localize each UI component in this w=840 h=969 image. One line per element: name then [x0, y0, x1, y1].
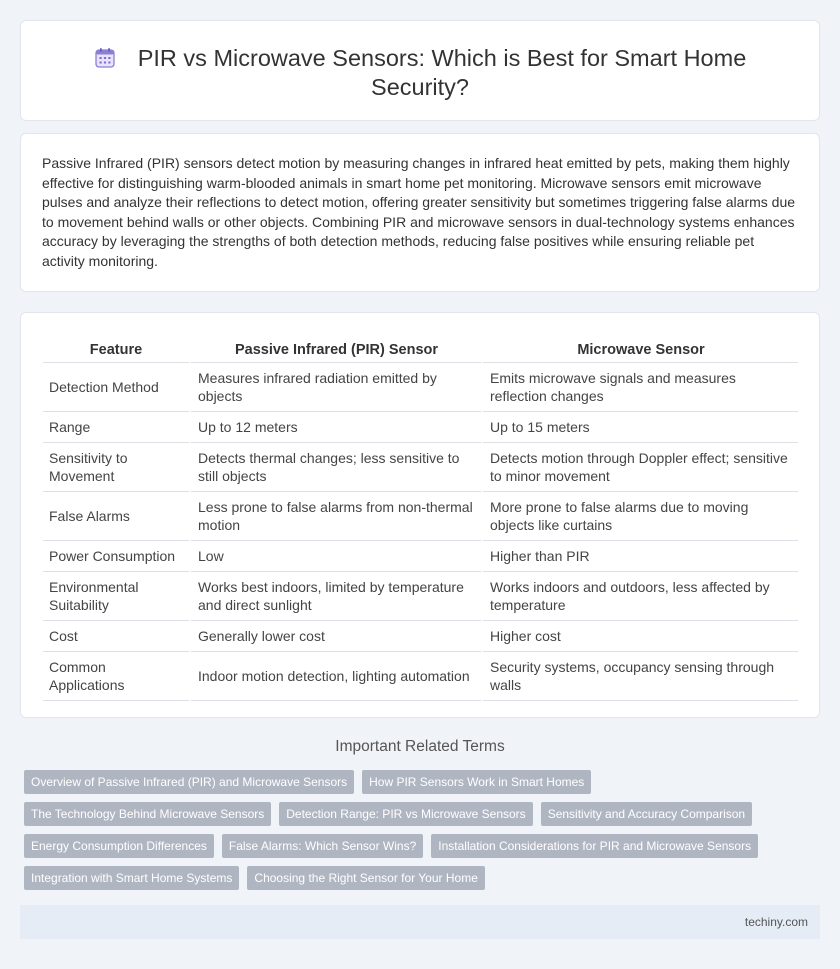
related-term-tag[interactable]: How PIR Sensors Work in Smart Homes — [362, 770, 591, 794]
table-row — [43, 363, 798, 412]
site-link[interactable]: techiny.com — [744, 915, 808, 929]
related-term-tag[interactable]: Integration with Smart Home Systems — [24, 866, 239, 890]
intro-card — [20, 133, 820, 292]
related-term-tag[interactable]: Choosing the Right Sensor for Your Home — [247, 866, 484, 890]
microwave-cell: Works indoors and outdoors, less affected by temperature — [481, 572, 798, 621]
related-term-tag[interactable]: Detection Range: PIR vs Microwave Sensors — [279, 802, 532, 826]
footer — [20, 905, 820, 939]
pir-cell: Indoor motion detection, lighting automation — [189, 652, 481, 701]
column-header-feature: Feature — [43, 333, 189, 363]
related-term-tag[interactable]: Energy Consumption Differences — [24, 834, 214, 858]
table-row — [43, 541, 798, 572]
title-card — [20, 20, 820, 121]
table-row — [43, 652, 798, 701]
page-title — [21, 44, 819, 102]
calendar-grid-icon — [94, 47, 116, 69]
pir-cell: Detects thermal changes; less sensitive to still objects — [189, 443, 481, 492]
related-term-tag[interactable]: Overview of Passive Infrared (PIR) and Microwave Sensors — [24, 770, 354, 794]
pir-cell: Less prone to false alarms from non-thermal motion — [189, 492, 481, 541]
table-header-row — [43, 333, 798, 363]
related-term-tag[interactable]: Installation Considerations for PIR and Microwave Sensors — [431, 834, 758, 858]
comparison-card — [20, 312, 820, 718]
microwave-cell: Detects motion through Doppler effect; sensitive to minor movement — [481, 443, 798, 492]
pir-cell: Generally lower cost — [189, 621, 481, 652]
microwave-cell: Up to 15 meters — [481, 412, 798, 443]
microwave-cell: Higher cost — [481, 621, 798, 652]
pir-cell: Low — [189, 541, 481, 572]
related-term-tag[interactable]: False Alarms: Which Sensor Wins? — [222, 834, 423, 858]
table-row — [43, 492, 798, 541]
related-terms-heading: Important Related Terms — [335, 738, 505, 755]
table-row — [43, 443, 798, 492]
page-title-text: PIR vs Microwave Sensors: Which is Best for Smart Home Security? — [137, 45, 747, 100]
pir-cell: Measures infrared radiation emitted by objects — [189, 363, 481, 412]
feature-cell: Detection Method — [43, 363, 189, 412]
intro-paragraph: Passive Infrared (PIR) sensors detect motion by measuring changes in infrared heat emitted by pets, making them highly effective for distinguishing warm-blooded animals in smart home pet monitoring. Microwave sensors emit microwave pulses and analyze their reflections to detect motion, offering greater sensitivity but sometimes triggering false alarms due to movement behind walls or other objects. Combining PIR and microwave sensors in dual-technology systems enhances accuracy by leveraging the strengths of both detection methods, reducing false positives while ensuring reliable pet activity monitoring. — [42, 155, 796, 269]
related-term-tag[interactable]: Sensitivity and Accuracy Comparison — [541, 802, 752, 826]
microwave-cell: More prone to false alarms due to moving objects like curtains — [481, 492, 798, 541]
table-row — [43, 412, 798, 443]
related-terms-list — [24, 770, 824, 898]
column-header-microwave: Microwave Sensor — [481, 333, 798, 363]
table-row — [43, 621, 798, 652]
comparison-table — [43, 333, 798, 701]
feature-cell: Power Consumption — [43, 541, 189, 572]
pir-cell: Works best indoors, limited by temperature and direct sunlight — [189, 572, 481, 621]
microwave-cell: Emits microwave signals and measures reflection changes — [481, 363, 798, 412]
feature-cell: Environmental Suitability — [43, 572, 189, 621]
microwave-cell: Higher than PIR — [481, 541, 798, 572]
microwave-cell: Security systems, occupancy sensing through walls — [481, 652, 798, 701]
feature-cell: Range — [43, 412, 189, 443]
pir-cell: Up to 12 meters — [189, 412, 481, 443]
column-header-pir: Passive Infrared (PIR) Sensor — [189, 333, 481, 363]
feature-cell: False Alarms — [43, 492, 189, 541]
related-term-tag[interactable]: The Technology Behind Microwave Sensors — [24, 802, 271, 826]
feature-cell: Cost — [43, 621, 189, 652]
feature-cell: Sensitivity to Movement — [43, 443, 189, 492]
table-row — [43, 572, 798, 621]
feature-cell: Common Applications — [43, 652, 189, 701]
